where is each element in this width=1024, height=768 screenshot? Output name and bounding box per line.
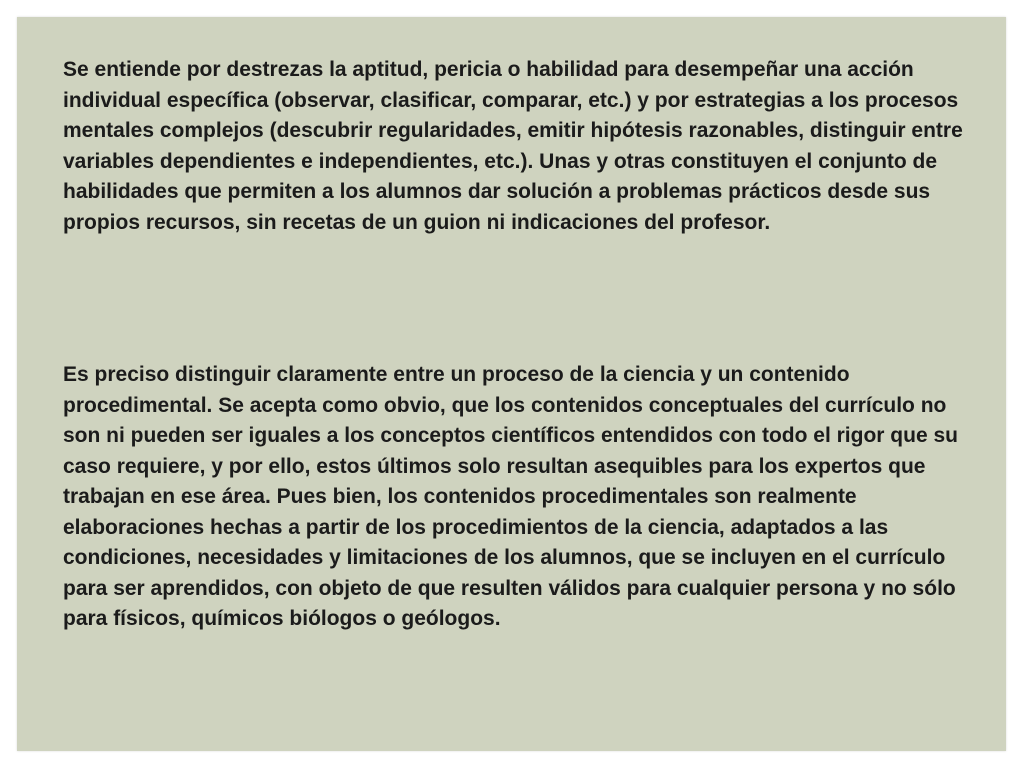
- paragraph-contenido-procedimental: Es preciso distinguir claramente entre un proceso de la ciencia y un contenido procedimental. Se acepta como obvio, que los contenidos conceptuales del currículo no son ni pueden ser iguales a los conceptos científicos entendidos con todo el rigor que su caso requiere, y por ello, estos últimos solo resultan asequibles para los expertos que trabajan en ese área. Pues bien, los contenidos procedimentales son realmente elaboraciones hechas a partir de los procedimientos de la ciencia, adaptados a las condiciones, necesidades y limitaciones de los alumnos, que se incluyen en el currículo para ser aprendidos, con objeto de que resulten válidos para cualquier persona y no sólo para físicos, químicos biólogos o geólogos.: [63, 363, 958, 630]
- slide-panel: [17, 17, 1006, 751]
- paragraph-destrezas: Se entiende por destrezas la aptitud, pericia o habilidad para desempeñar una acción individual específica (observar, clasificar, comparar, etc.) y por estrategias a los procesos mentales complejos (descubrir regularidades, emitir hipótesis razonables, distinguir entre variables dependientes e independientes, etc.). Unas y otras constituyen el conjunto de habilidades que permiten a los alumnos dar solución a problemas prácticos desde sus propios recursos, sin recetas de un guion ni indicaciones del profesor.: [63, 58, 963, 234]
